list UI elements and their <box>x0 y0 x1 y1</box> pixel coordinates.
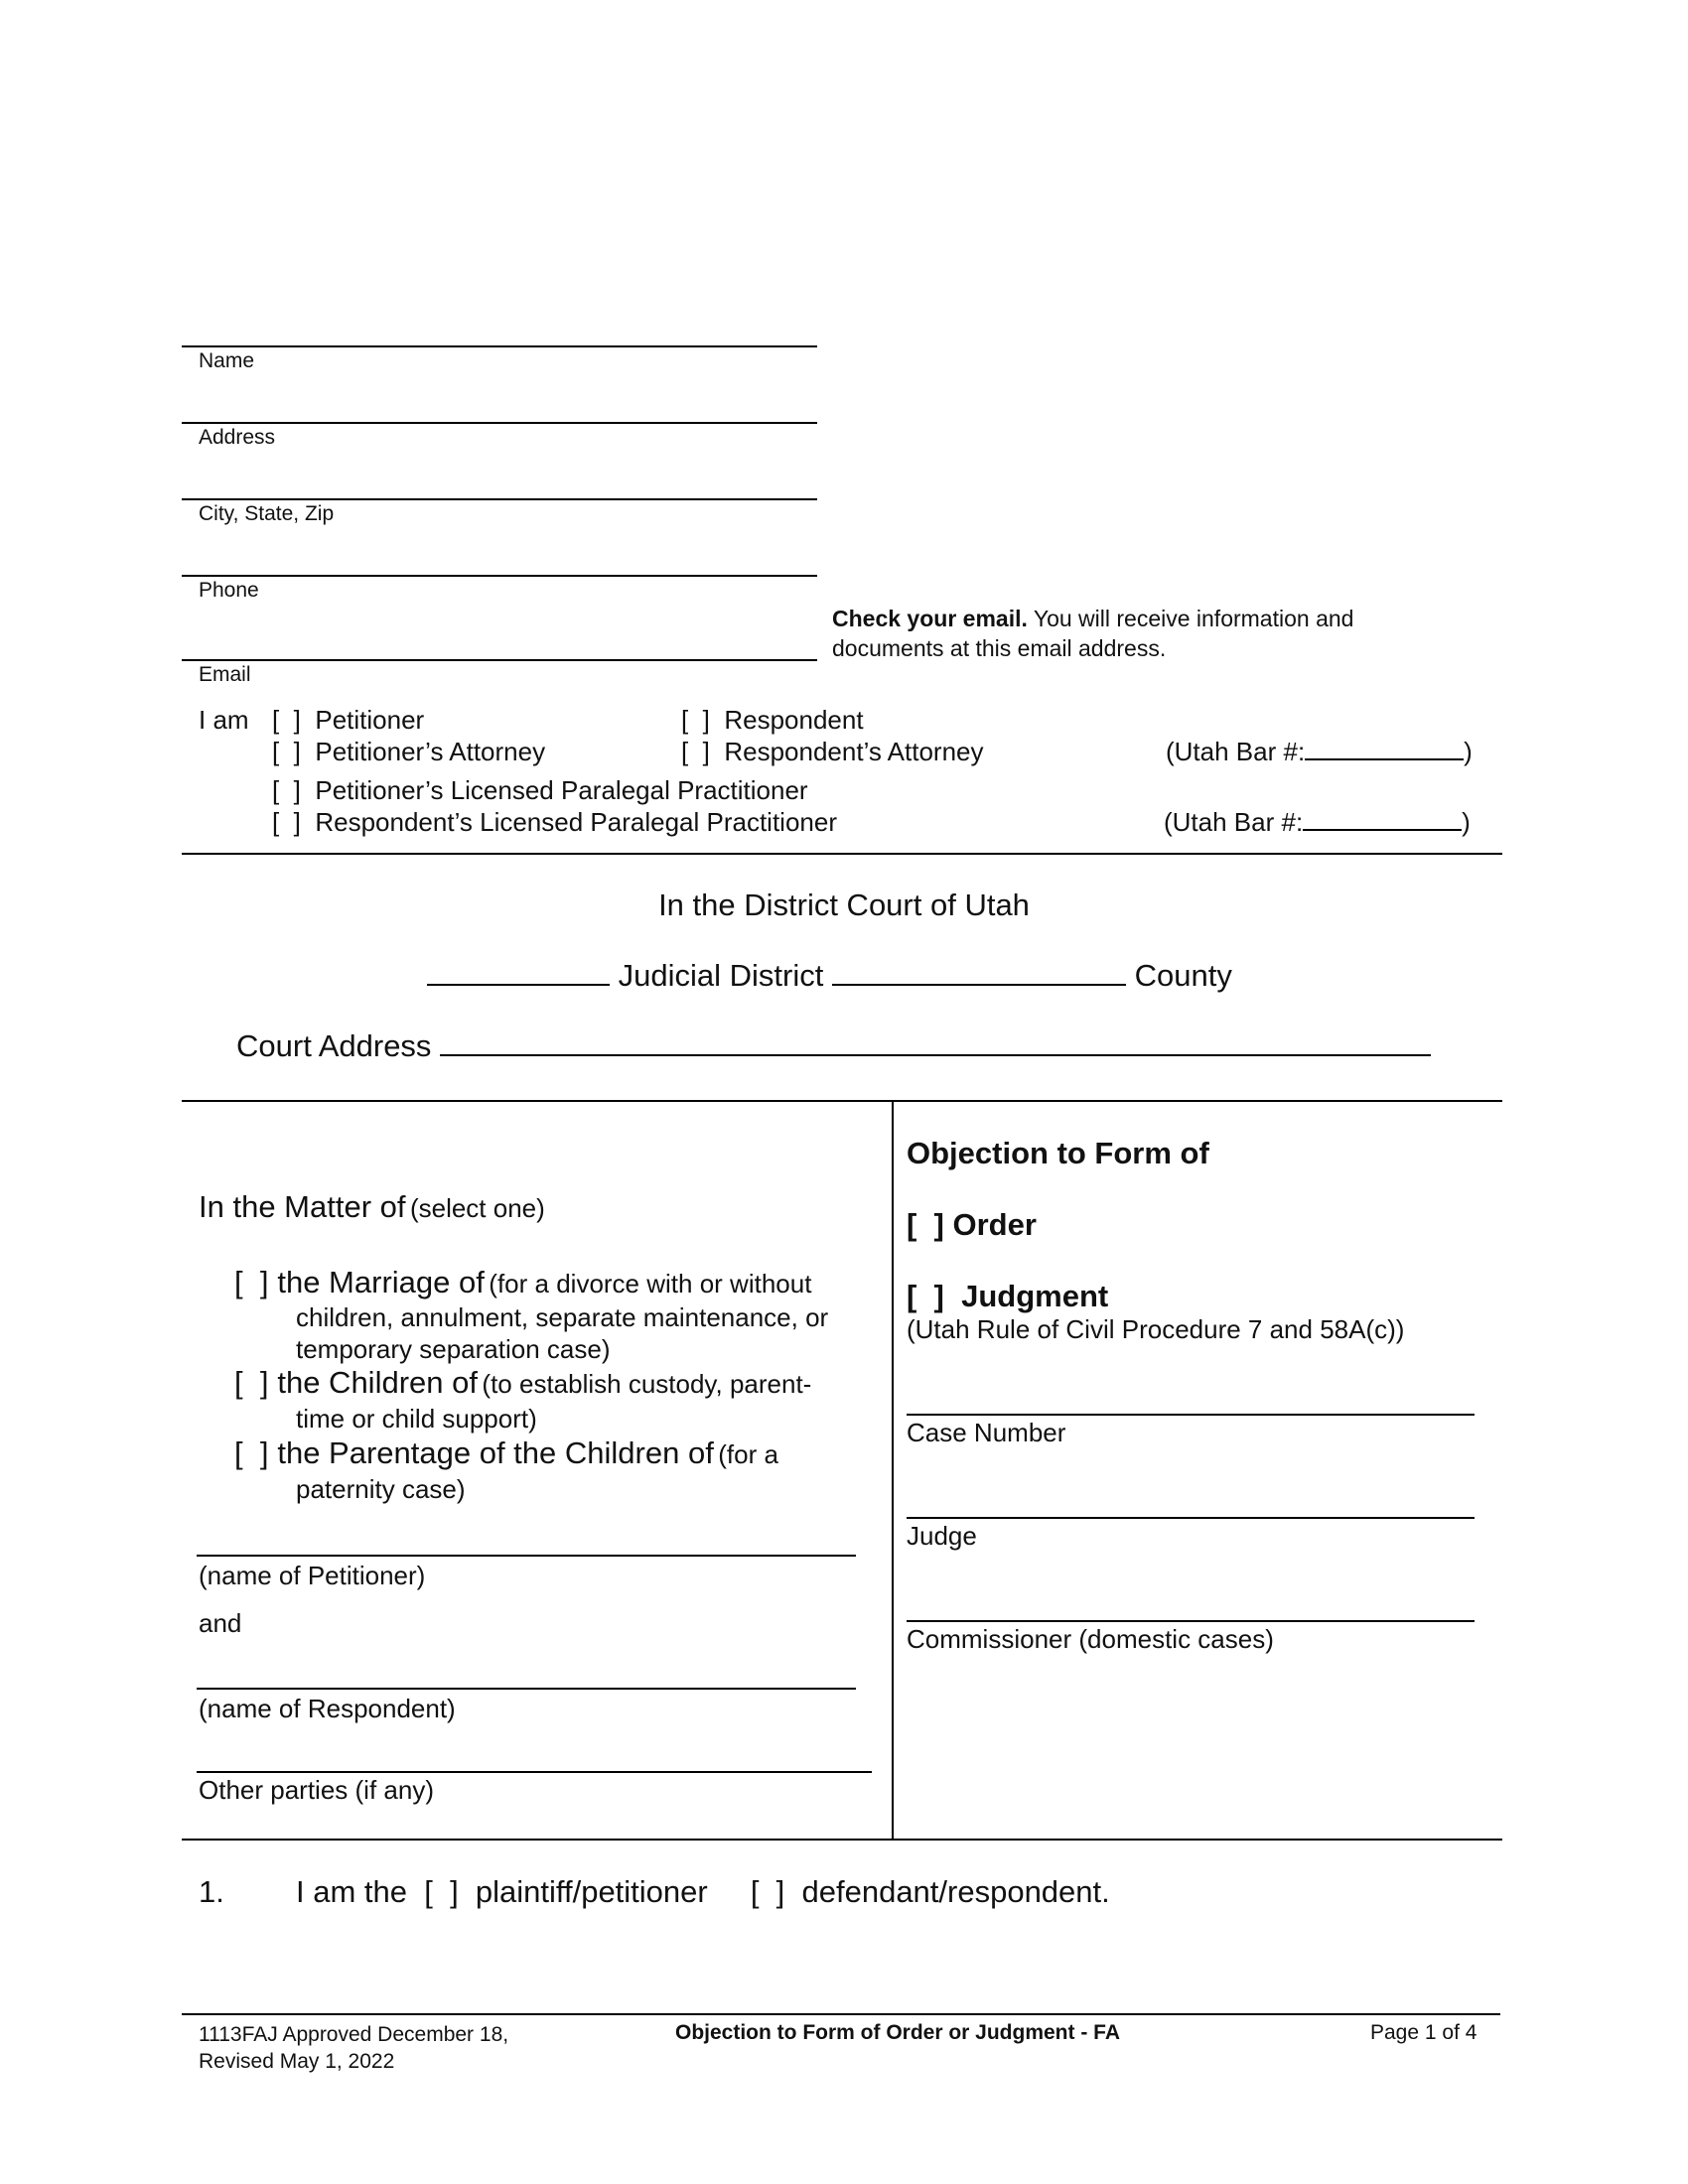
court-address-line <box>236 1028 1431 1064</box>
county-blank[interactable] <box>832 984 1126 986</box>
checkbox[interactable]: [ ] <box>234 1365 269 1400</box>
email-notice-line2: documents at this email address. <box>832 635 1167 661</box>
section-divider <box>182 853 1502 855</box>
and-label: and <box>199 1608 242 1638</box>
case-number-label: Case Number <box>907 1418 1066 1447</box>
checkbox[interactable]: [ ] <box>681 737 710 766</box>
utah-bar-number-2: (Utah Bar #: ) <box>1164 807 1471 837</box>
footer-revised: Revised May 1, 2022 <box>199 2050 395 2073</box>
checkbox[interactable]: [ ] <box>272 807 301 837</box>
petitioner-lpp-label: Petitioner’s Licensed Paralegal Practitioner <box>315 775 808 805</box>
item-1-number: 1. <box>199 1874 224 1909</box>
other-parties-label: Other parties (if any) <box>199 1775 434 1805</box>
judge-line[interactable] <box>907 1517 1475 1519</box>
petitioner-option[interactable] <box>272 705 424 736</box>
respondent-option[interactable] <box>681 705 864 736</box>
caption-bottom-rule <box>182 1839 1502 1841</box>
commissioner-line[interactable] <box>907 1620 1475 1622</box>
district-county-line <box>427 958 1232 994</box>
footer-rule <box>182 2013 1500 2015</box>
county-label: County <box>1134 958 1232 993</box>
respondent-lpp-label: Respondent’s Licensed Paralegal Practitioner <box>315 807 837 837</box>
checkbox[interactable]: [ ] <box>272 775 301 805</box>
email-notice <box>832 604 1353 663</box>
petitioner-label: Petitioner <box>315 705 425 735</box>
plaintiff-label: plaintiff/petitioner <box>475 1874 708 1909</box>
defendant-label: defendant/respondent. <box>801 1874 1110 1909</box>
phone-label: Phone <box>199 579 259 602</box>
utah-bar-number-1: (Utah Bar #: ) <box>1166 737 1473 766</box>
checkbox[interactable]: [ ] <box>424 1874 459 1909</box>
marriage-note-2: children, annulment, separate maintenance, or <box>296 1302 829 1332</box>
phone-line[interactable] <box>182 575 817 577</box>
bar-number-blank[interactable] <box>1305 758 1464 760</box>
marriage-note-3: temporary separation case) <box>296 1334 611 1364</box>
respondent-name-label: (name of Respondent) <box>199 1694 456 1723</box>
city-state-zip-line[interactable] <box>182 498 817 500</box>
case-number-line[interactable] <box>907 1414 1475 1416</box>
judgment-option[interactable]: [ ] Judgment <box>907 1279 1109 1313</box>
checkbox[interactable]: [ ] <box>907 1279 944 1313</box>
children-option[interactable]: [ ] the Children of (to establish custody, parent- <box>234 1365 812 1400</box>
i-am-label: I am <box>199 705 249 735</box>
footer-page: Page 1 of 4 <box>1370 2021 1477 2044</box>
district-blank[interactable] <box>427 984 610 986</box>
other-parties-line[interactable] <box>197 1771 872 1773</box>
respondent-lpp-option[interactable] <box>272 807 837 838</box>
parentage-note-2: paternity case) <box>296 1474 466 1504</box>
respondent-name-line[interactable] <box>197 1688 856 1690</box>
petitioner-attorney-label: Petitioner’s Attorney <box>315 737 546 766</box>
bar-number-blank[interactable] <box>1303 829 1462 831</box>
checkbox[interactable]: [ ] <box>907 1207 944 1242</box>
address-line[interactable] <box>182 422 817 424</box>
email-label: Email <box>199 663 251 686</box>
checkbox[interactable]: [ ] <box>750 1874 785 1909</box>
checkbox[interactable]: [ ] <box>681 705 710 735</box>
matter-heading: In the Matter of (select one) <box>199 1189 545 1224</box>
name-line[interactable] <box>182 345 817 347</box>
checkbox[interactable]: [ ] <box>234 1435 269 1470</box>
caption-top-rule <box>182 1100 1502 1102</box>
footer-title: Objection to Form of Order or Judgment - FA <box>675 2021 1121 2044</box>
email-notice-bold: Check your email. <box>832 606 1028 631</box>
footer-form-id: 1113FAJ Approved December 18, Revised May 1, 2022 <box>199 2023 509 2073</box>
parentage-option[interactable]: [ ] the Parentage of the Children of (for a <box>234 1435 778 1470</box>
objection-title: Objection to Form of <box>907 1136 1209 1170</box>
city-state-zip-label: City, State, Zip <box>199 502 335 525</box>
court-title: In the District Court of Utah <box>658 887 1030 922</box>
respondent-attorney-label: Respondent’s Attorney <box>724 737 984 766</box>
commissioner-label: Commissioner (domestic cases) <box>907 1624 1274 1654</box>
checkbox[interactable]: [ ] <box>234 1265 269 1299</box>
petitioner-attorney-option[interactable] <box>272 737 545 767</box>
email-notice-text: You will receive information and <box>1027 606 1354 631</box>
checkbox[interactable]: [ ] <box>272 737 301 766</box>
item-1-text: I am the [ ] plaintiff/petitioner [ ] defendant/respondent. <box>296 1874 1110 1909</box>
judicial-district-label: Judicial District <box>618 958 824 993</box>
court-address-label: Court Address <box>236 1028 432 1063</box>
address-label: Address <box>199 426 276 449</box>
children-note-2: time or child support) <box>296 1404 537 1433</box>
caption-divider <box>892 1100 894 1839</box>
petitioner-name-line[interactable] <box>197 1555 856 1557</box>
checkbox[interactable]: [ ] <box>272 705 301 735</box>
rule-citation: (Utah Rule of Civil Procedure 7 and 58A(c)) <box>907 1314 1405 1344</box>
respondent-label: Respondent <box>724 705 864 735</box>
judge-label: Judge <box>907 1521 977 1551</box>
court-address-blank[interactable] <box>440 1054 1431 1056</box>
marriage-option[interactable]: [ ] the Marriage of (for a divorce with or without <box>234 1265 812 1299</box>
petitioner-lpp-option[interactable] <box>272 775 808 806</box>
respondent-attorney-option[interactable] <box>681 737 984 767</box>
order-option[interactable]: [ ] Order <box>907 1207 1037 1242</box>
name-label: Name <box>199 349 255 372</box>
petitioner-name-label: (name of Petitioner) <box>199 1561 426 1590</box>
email-line[interactable] <box>182 659 817 661</box>
